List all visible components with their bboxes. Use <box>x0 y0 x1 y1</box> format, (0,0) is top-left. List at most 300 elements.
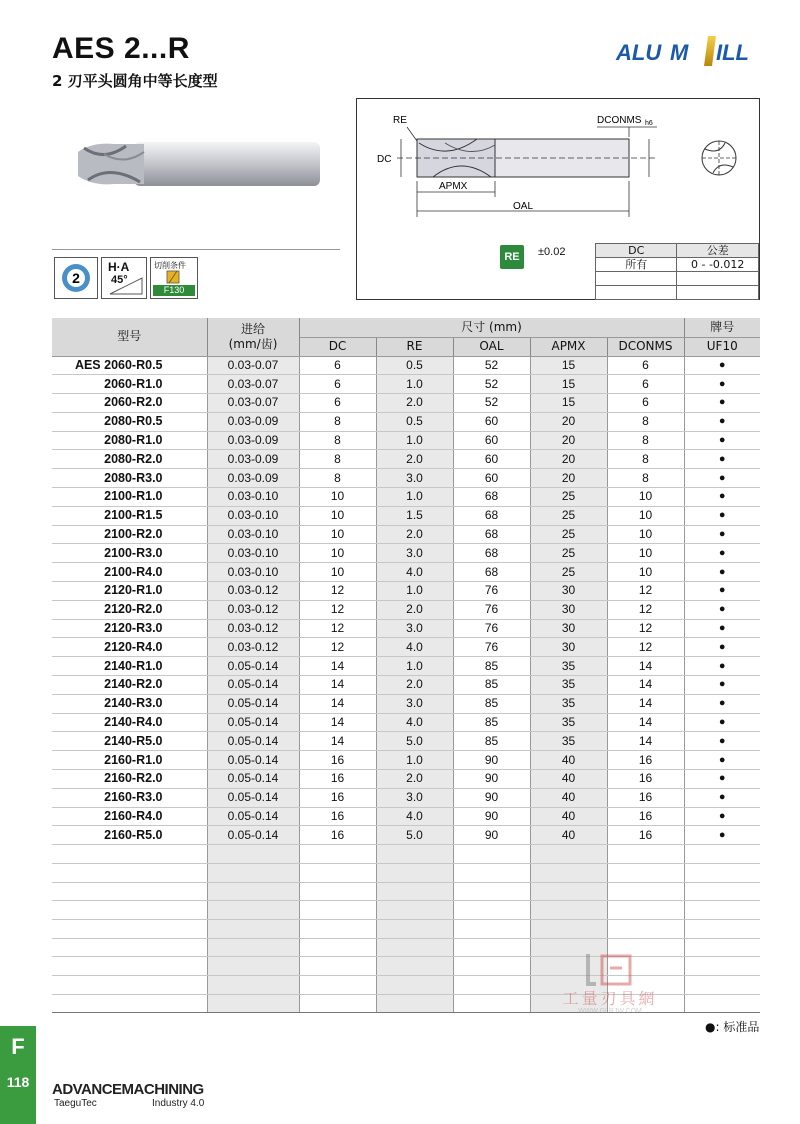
cell-oal: 90 <box>453 770 530 789</box>
cell-oal: 85 <box>453 694 530 713</box>
model-code: 2080-R0.5 <box>104 414 163 429</box>
svg-text:ILL: ILL <box>716 40 749 65</box>
cell-model <box>52 619 207 638</box>
table-row <box>52 732 760 751</box>
cell-dc: 10 <box>299 544 376 563</box>
cell-oal: 68 <box>453 525 530 544</box>
cell-apmx: 30 <box>530 638 607 657</box>
table-row <box>52 469 760 488</box>
empty-cell <box>453 919 530 938</box>
cell-uf10: ● <box>684 788 760 807</box>
cell-dc: 14 <box>299 694 376 713</box>
label-oal: OAL <box>513 201 534 212</box>
model-code: 2080-R1.0 <box>104 433 163 448</box>
cell-uf10: ● <box>684 638 760 657</box>
page-subtitle: 2 刃平头圆角中等长度型 <box>52 72 218 90</box>
empty-cell <box>453 938 530 957</box>
cell-oal: 60 <box>453 412 530 431</box>
model-code: 2100-R2.0 <box>104 527 163 542</box>
cell-apmx: 25 <box>530 544 607 563</box>
cell-feed: 0.03-0.09 <box>207 412 299 431</box>
cell-feed: 0.03-0.09 <box>207 469 299 488</box>
empty-cell <box>52 845 207 864</box>
cell-apmx: 20 <box>530 412 607 431</box>
empty-cell <box>684 994 760 1013</box>
empty-row <box>52 863 760 882</box>
cell-apmx: 25 <box>530 488 607 507</box>
empty-cell <box>607 919 684 938</box>
cell-uf10: ● <box>684 431 760 450</box>
model-code: 2060-R1.0 <box>104 376 163 391</box>
svg-text:M: M <box>670 40 689 65</box>
empty-cell <box>299 901 376 920</box>
cell-oal: 85 <box>453 676 530 695</box>
cell-model <box>52 676 207 695</box>
empty-row <box>52 919 760 938</box>
cell-dconms: 6 <box>607 375 684 394</box>
model-code: 2060-R2.0 <box>104 395 163 410</box>
empty-cell <box>684 919 760 938</box>
model-code: 2140-R1.0 <box>104 658 163 673</box>
cell-apmx: 30 <box>530 619 607 638</box>
empty-cell <box>52 994 207 1013</box>
cell-feed: 0.05-0.14 <box>207 751 299 770</box>
table-row <box>52 488 760 507</box>
cell-dconms: 16 <box>607 788 684 807</box>
cell-model <box>52 563 207 582</box>
cell-re: 1.0 <box>376 488 453 507</box>
header-feed-unit: (mm/齿) <box>228 336 278 351</box>
label-dc: DC <box>377 154 392 165</box>
cell-oal: 90 <box>453 751 530 770</box>
model-code: 2120-R3.0 <box>104 621 163 636</box>
cell-uf10: ● <box>684 582 760 601</box>
cell-uf10: ● <box>684 657 760 676</box>
empty-cell <box>453 957 530 976</box>
label-dconms: DCONMS <box>597 115 642 126</box>
cell-apmx: 15 <box>530 375 607 394</box>
cell-dconms: 12 <box>607 619 684 638</box>
cell-dc: 6 <box>299 375 376 394</box>
empty-cell <box>684 882 760 901</box>
model-code: 2140-R5.0 <box>104 733 163 748</box>
table-row <box>52 676 760 695</box>
empty-cell <box>453 901 530 920</box>
empty-cell <box>530 845 607 864</box>
cell-dconms: 14 <box>607 657 684 676</box>
cell-feed: 0.05-0.14 <box>207 657 299 676</box>
cell-dconms: 14 <box>607 676 684 695</box>
label-dconms-tol: h6 <box>645 120 653 127</box>
header-model: 型号 <box>52 318 207 356</box>
cell-apmx: 20 <box>530 450 607 469</box>
cell-apmx: 35 <box>530 676 607 695</box>
cell-dconms: 10 <box>607 506 684 525</box>
logo-main-text: ADVANCEMACHINING <box>52 1081 204 1098</box>
helix-angle-value: 45° <box>111 274 128 286</box>
table-row <box>52 770 760 789</box>
cell-dc: 14 <box>299 713 376 732</box>
cell-uf10: ● <box>684 676 760 695</box>
cell-dc: 6 <box>299 394 376 413</box>
cell-re: 3.0 <box>376 788 453 807</box>
cell-uf10: ● <box>684 469 760 488</box>
cell-model <box>52 807 207 826</box>
cell-apmx: 20 <box>530 469 607 488</box>
cell-uf10: ● <box>684 619 760 638</box>
cell-apmx: 15 <box>530 394 607 413</box>
cell-oal: 76 <box>453 619 530 638</box>
cell-uf10: ● <box>684 525 760 544</box>
model-code: 2060-R0.5 <box>104 357 163 372</box>
cell-re: 2.0 <box>376 676 453 695</box>
model-code: 2160-R3.0 <box>104 790 163 805</box>
cell-re: 1.0 <box>376 582 453 601</box>
cell-oal: 60 <box>453 450 530 469</box>
cell-oal: 52 <box>453 394 530 413</box>
empty-cell <box>453 863 530 882</box>
cell-apmx: 25 <box>530 563 607 582</box>
table-row <box>52 525 760 544</box>
cell-oal: 90 <box>453 807 530 826</box>
cell-oal: 52 <box>453 356 530 375</box>
table-row <box>52 619 760 638</box>
cell-oal: 85 <box>453 713 530 732</box>
empty-cell <box>607 863 684 882</box>
watermark-text: 工量刃具網 <box>562 989 658 1008</box>
empty-cell <box>207 863 299 882</box>
cell-dc: 16 <box>299 807 376 826</box>
cell-model <box>52 788 207 807</box>
model-code: 2100-R3.0 <box>104 545 163 560</box>
table-row <box>52 657 760 676</box>
cell-re: 2.0 <box>376 394 453 413</box>
table-row <box>52 751 760 770</box>
header-feed <box>207 318 299 356</box>
cell-oal: 90 <box>453 826 530 845</box>
cell-apmx: 25 <box>530 525 607 544</box>
empty-cell <box>684 863 760 882</box>
cell-apmx: 40 <box>530 826 607 845</box>
cell-re: 2.0 <box>376 770 453 789</box>
cell-dconms: 12 <box>607 582 684 601</box>
empty-cell <box>376 901 453 920</box>
cell-model <box>52 356 207 375</box>
header-uf10: UF10 <box>684 337 760 356</box>
empty-cell <box>453 882 530 901</box>
cell-oal: 76 <box>453 582 530 601</box>
table-row <box>52 412 760 431</box>
model-code: 2140-R3.0 <box>104 696 163 711</box>
cell-feed: 0.03-0.10 <box>207 506 299 525</box>
label-re: RE <box>393 115 407 126</box>
model-code: 2140-R2.0 <box>104 677 163 692</box>
empty-row <box>52 901 760 920</box>
cell-uf10: ● <box>684 694 760 713</box>
empty-cell <box>207 994 299 1013</box>
cell-model <box>52 638 207 657</box>
cell-feed: 0.05-0.14 <box>207 732 299 751</box>
table-row <box>52 638 760 657</box>
cell-dconms: 16 <box>607 807 684 826</box>
model-code: 2120-R2.0 <box>104 602 163 617</box>
model-code: 2100-R4.0 <box>104 564 163 579</box>
empty-cell <box>299 994 376 1013</box>
cell-apmx: 15 <box>530 356 607 375</box>
cell-re: 0.5 <box>376 356 453 375</box>
cutting-condition-label: 切削条件 <box>154 261 186 270</box>
cell-feed: 0.03-0.07 <box>207 394 299 413</box>
table-row <box>52 356 760 375</box>
empty-cell <box>530 901 607 920</box>
cell-uf10: ● <box>684 450 760 469</box>
cell-uf10: ● <box>684 563 760 582</box>
empty-cell <box>376 994 453 1013</box>
tol-empty-cell <box>596 286 677 300</box>
tol-row-label: 所有 <box>596 258 677 272</box>
cell-apmx: 40 <box>530 807 607 826</box>
tolerance-table <box>595 243 759 300</box>
cell-dconms: 14 <box>607 713 684 732</box>
cell-feed: 0.05-0.14 <box>207 713 299 732</box>
cell-dconms: 16 <box>607 826 684 845</box>
cell-uf10: ● <box>684 732 760 751</box>
cell-feed: 0.05-0.14 <box>207 807 299 826</box>
cell-re: 2.0 <box>376 525 453 544</box>
cell-apmx: 35 <box>530 732 607 751</box>
cell-apmx: 30 <box>530 582 607 601</box>
empty-cell <box>299 957 376 976</box>
cell-apmx: 25 <box>530 506 607 525</box>
model-code: 2100-R1.0 <box>104 489 163 504</box>
cell-feed: 0.05-0.14 <box>207 694 299 713</box>
empty-cell <box>376 863 453 882</box>
cell-oal: 60 <box>453 469 530 488</box>
cell-feed: 0.03-0.10 <box>207 544 299 563</box>
cell-dconms: 14 <box>607 732 684 751</box>
table-row <box>52 807 760 826</box>
empty-cell <box>376 938 453 957</box>
cell-oal: 76 <box>453 600 530 619</box>
empty-cell <box>207 938 299 957</box>
cell-oal: 76 <box>453 638 530 657</box>
cell-model <box>52 544 207 563</box>
cell-uf10: ● <box>684 713 760 732</box>
empty-cell <box>299 919 376 938</box>
label-apmx: APMX <box>439 181 468 192</box>
empty-cell <box>207 882 299 901</box>
cell-dconms: 10 <box>607 525 684 544</box>
cell-oal: 68 <box>453 544 530 563</box>
cell-apmx: 40 <box>530 751 607 770</box>
table-row <box>52 375 760 394</box>
cell-dc: 10 <box>299 563 376 582</box>
cell-uf10: ● <box>684 488 760 507</box>
cell-re: 3.0 <box>376 469 453 488</box>
dimension-diagram <box>356 98 760 300</box>
cell-dc: 16 <box>299 826 376 845</box>
empty-cell <box>52 919 207 938</box>
cell-feed: 0.03-0.09 <box>207 450 299 469</box>
empty-cell <box>684 938 760 957</box>
cell-oal: 52 <box>453 375 530 394</box>
cell-uf10: ● <box>684 506 760 525</box>
cell-uf10: ● <box>684 751 760 770</box>
cell-feed: 0.03-0.07 <box>207 375 299 394</box>
endmill-photo <box>74 134 324 194</box>
cell-dc: 6 <box>299 356 376 375</box>
header-dimensions: 尺寸 (mm) <box>299 318 684 337</box>
cell-apmx: 40 <box>530 788 607 807</box>
cell-feed: 0.03-0.10 <box>207 488 299 507</box>
cell-apmx: 30 <box>530 600 607 619</box>
cell-model <box>52 450 207 469</box>
flute-count-icon <box>54 257 98 299</box>
cell-oal: 85 <box>453 657 530 676</box>
model-code: 2080-R2.0 <box>104 451 163 466</box>
cell-dconms: 10 <box>607 544 684 563</box>
cell-feed: 0.03-0.10 <box>207 563 299 582</box>
cell-model <box>52 694 207 713</box>
table-row <box>52 713 760 732</box>
section-tab <box>0 1026 36 1124</box>
cell-dc: 14 <box>299 676 376 695</box>
cell-re: 1.0 <box>376 657 453 676</box>
empty-cell <box>607 882 684 901</box>
legend-note: ●: 标准品 <box>705 1020 760 1034</box>
cell-model <box>52 525 207 544</box>
cell-apmx: 20 <box>530 431 607 450</box>
empty-cell <box>299 882 376 901</box>
cell-feed: 0.05-0.14 <box>207 770 299 789</box>
cell-model <box>52 412 207 431</box>
cell-feed: 0.03-0.09 <box>207 431 299 450</box>
helix-label: H·A <box>108 260 130 274</box>
cell-uf10: ● <box>684 375 760 394</box>
cell-dc: 10 <box>299 506 376 525</box>
cell-model <box>52 431 207 450</box>
cell-re: 3.0 <box>376 694 453 713</box>
cell-apmx: 40 <box>530 770 607 789</box>
table-row <box>52 431 760 450</box>
model-code: 2120-R4.0 <box>104 639 163 654</box>
cell-re: 1.0 <box>376 431 453 450</box>
empty-cell <box>299 938 376 957</box>
header-dconms: DCONMS <box>607 337 684 356</box>
table-row <box>52 600 760 619</box>
empty-cell <box>207 919 299 938</box>
empty-cell <box>52 957 207 976</box>
logo-sub-left: TaeguTec <box>54 1098 97 1109</box>
cell-re: 3.0 <box>376 544 453 563</box>
table-row <box>52 694 760 713</box>
empty-cell <box>299 845 376 864</box>
cell-dconms: 16 <box>607 751 684 770</box>
cell-dconms: 8 <box>607 412 684 431</box>
cell-model <box>52 826 207 845</box>
cell-re: 0.5 <box>376 412 453 431</box>
header-oal: OAL <box>453 337 530 356</box>
cell-re: 5.0 <box>376 732 453 751</box>
empty-cell <box>376 957 453 976</box>
header-grade: 牌号 <box>684 318 760 337</box>
model-code: 2100-R1.5 <box>104 508 163 523</box>
cell-feed: 0.03-0.12 <box>207 600 299 619</box>
page-title: AES 2...R <box>52 32 190 65</box>
cell-model <box>52 488 207 507</box>
model-code: 2160-R1.0 <box>104 752 163 767</box>
cell-apmx: 35 <box>530 713 607 732</box>
empty-cell <box>376 976 453 995</box>
helix-angle-icon <box>101 257 147 299</box>
cell-dconms: 6 <box>607 356 684 375</box>
table-row <box>52 826 760 845</box>
empty-cell <box>299 863 376 882</box>
empty-cell <box>684 845 760 864</box>
cell-model <box>52 506 207 525</box>
empty-cell <box>684 901 760 920</box>
table-row <box>52 563 760 582</box>
header-re: RE <box>376 337 453 356</box>
empty-cell <box>207 957 299 976</box>
cell-dconms: 8 <box>607 450 684 469</box>
cell-apmx: 35 <box>530 694 607 713</box>
cell-dconms: 12 <box>607 638 684 657</box>
model-code: 2120-R1.0 <box>104 583 163 598</box>
spec-table-body <box>52 356 760 1013</box>
tol-empty-cell <box>677 286 759 300</box>
header-apmx: APMX <box>530 337 607 356</box>
cell-dc: 12 <box>299 638 376 657</box>
cutting-condition-code: F130 <box>153 285 195 296</box>
cell-dc: 8 <box>299 412 376 431</box>
cell-model <box>52 469 207 488</box>
empty-cell <box>607 901 684 920</box>
cell-dconms: 10 <box>607 488 684 507</box>
cell-model <box>52 394 207 413</box>
tol-col-tolerance: 公差 <box>677 244 759 258</box>
cell-feed: 0.03-0.12 <box>207 638 299 657</box>
cell-dc: 8 <box>299 450 376 469</box>
cell-re: 4.0 <box>376 807 453 826</box>
cell-apmx: 35 <box>530 657 607 676</box>
cell-feed: 0.03-0.12 <box>207 582 299 601</box>
cell-oal: 85 <box>453 732 530 751</box>
section-divider <box>52 249 340 250</box>
empty-cell <box>530 863 607 882</box>
cell-re: 4.0 <box>376 563 453 582</box>
cell-model <box>52 657 207 676</box>
cell-model <box>52 375 207 394</box>
cell-re: 3.0 <box>376 619 453 638</box>
cell-dconms: 8 <box>607 469 684 488</box>
cell-re: 4.0 <box>376 638 453 657</box>
header-dc: DC <box>299 337 376 356</box>
cell-dc: 8 <box>299 431 376 450</box>
cell-dc: 10 <box>299 525 376 544</box>
empty-cell <box>453 994 530 1013</box>
cell-dconms: 14 <box>607 694 684 713</box>
cell-uf10: ● <box>684 544 760 563</box>
cell-model <box>52 751 207 770</box>
spec-table <box>52 318 760 1013</box>
cell-dconms: 12 <box>607 600 684 619</box>
watermark <box>540 950 680 1020</box>
cell-dc: 16 <box>299 788 376 807</box>
table-row <box>52 544 760 563</box>
cell-model <box>52 582 207 601</box>
cell-oal: 68 <box>453 488 530 507</box>
